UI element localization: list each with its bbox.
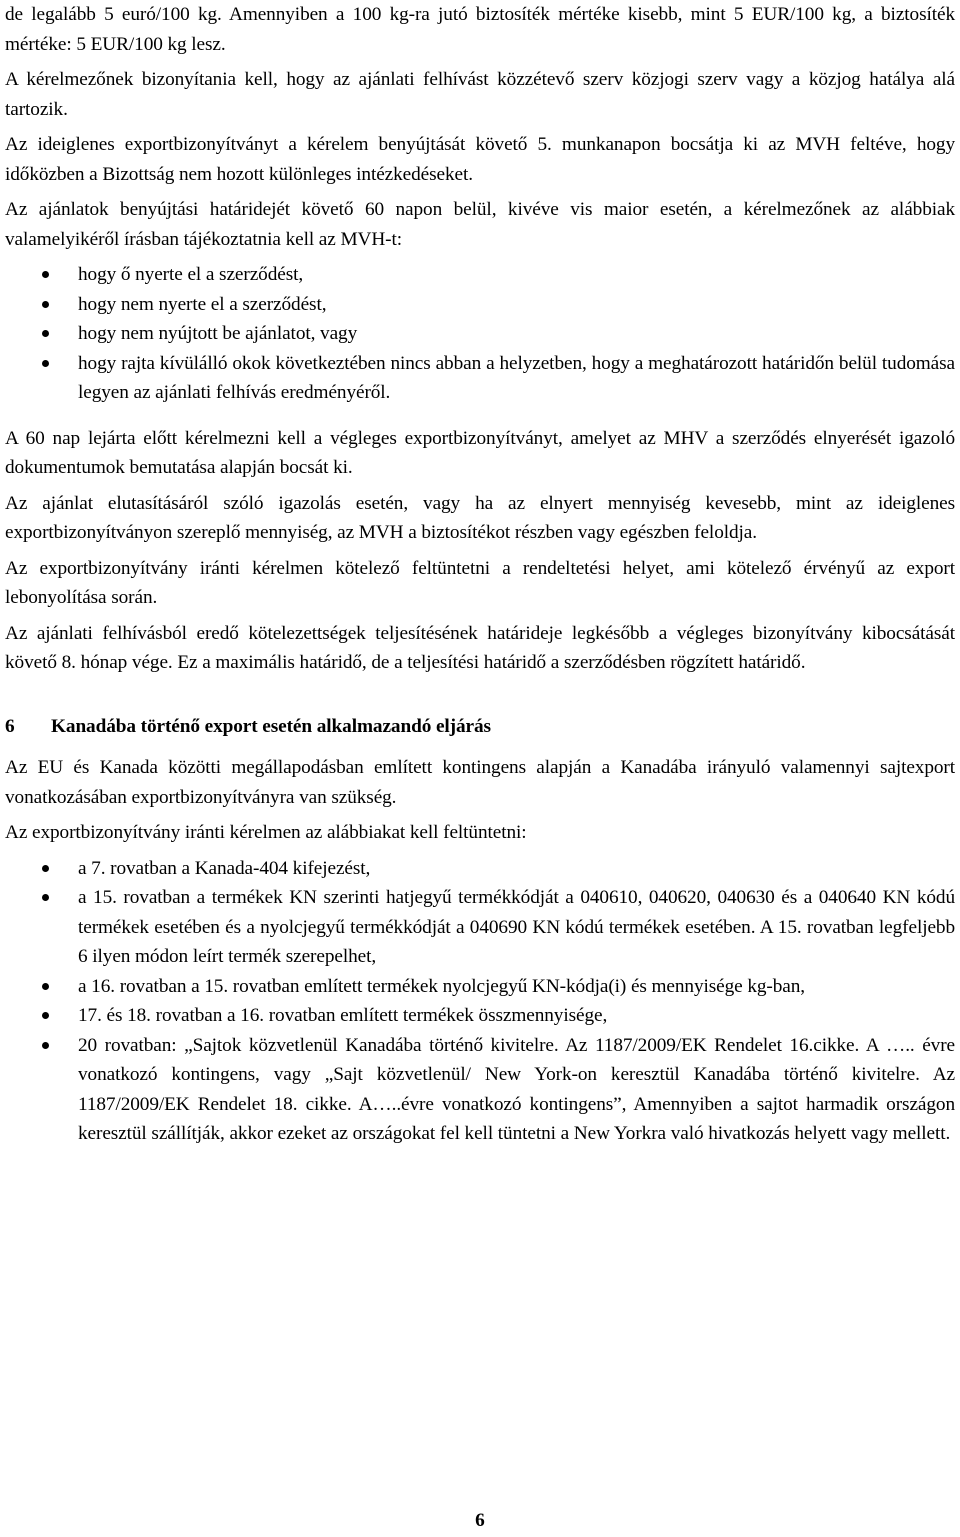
paragraph-guarantee-release: Az ajánlat elutasításáról szóló igazolás esetén, vagy ha az elnyert mennyiség kevesebb, mint az ideiglenes exportbizonyítványon szereplő mennyiség, az MVH a biztosítékot részben vagy egészben feloldja. [5,492,955,543]
list-item: 17. és 18. rovatban a 16. rovatban említett termékek összmennyisége, [5,1001,955,1031]
paragraph-application-fields: Az exportbizonyítvány iránti kérelmen az alábbiakat kell feltüntetni: [5,822,527,843]
paragraph-public-body: A kérelmezőnek bizonyítania kell, hogy az ajánlati felhívást közzétevő szerv közjogi szerv vagy a közjog hatálya alá tartozik. [5,69,955,120]
section-number: 6 [5,715,15,737]
bullet-icon [42,301,49,308]
paragraph-60-day-notice: Az ajánlatok benyújtási határidejét követő 60 napon belül, kivéve vis maior esetén, a kérelmezőnek az alábbiak valamelyikéről írásban tájékoztatnia kell az MVH-t: [5,199,955,250]
list-item: a 7. rovatban a Kanada-404 kifejezést, [5,854,955,884]
bullet-icon [42,894,49,901]
bullet-icon [42,1012,49,1019]
list-item: hogy nem nyerte el a szerződést, [5,290,955,320]
document-body [5,0,955,1155]
list-item: hogy rajta kívülálló okok következtében nincs abban a helyzetben, hogy a meghatározott határidőn belül tudomása legyen az ajánlati felhívás eredményéről. [5,349,955,408]
bullet-icon [42,271,49,278]
paragraph-destination: Az exportbizonyítvány iránti kérelmen kötelező feltüntetni a rendeltetési helyet, ami kötelező érvényű az export lebonyolítása során. [5,557,955,608]
list-item: a 15. rovatban a termékek KN szerinti hatjegyű termékkódját a 040610, 040620, 040630 és a 040640 KN kódú termékek esetében és a nyolcjegyű termékkódját a 040690 KN kódú termékek esetében. A 15. rovatban legfeljebb 6 ilyen módon leírt termék szerepelhet, [5,883,955,972]
list-item: hogy nem nyújtott be ajánlatot, vagy [5,319,955,349]
bullet-icon [42,1042,49,1049]
paragraph-final-certificate: A 60 nap lejárta előtt kérelmezni kell a végleges exportbizonyítványt, amelyet az MHV a szerződés elnyerését igazoló dokumentumok bemutatása alapján bocsát ki. [5,427,955,478]
paragraph-temporary-certificate: Az ideiglenes exportbizonyítványt a kérelem benyújtását követő 5. munkanapon bocsátja ki az MVH feltéve, hogy időközben a Bizottság nem hozott különleges intézkedéseket. [5,134,955,185]
paragraph-deadline: Az ajánlati felhívásból eredő kötelezettségek teljesítésének határideje legkésőbb a végleges bizonyítvány kibocsátását követő 8. hónap vége. Ez a maximális határidő, de a teljesítési határidő a szerződésben rögzített határidő. [5,622,955,673]
list-item: hogy ő nyerte el a szerződést, [5,260,955,290]
notification-options-list [5,260,955,408]
section-heading [5,712,955,742]
bullet-icon [42,983,49,990]
list-item: a 16. rovatban a 15. rovatban említett termékek nyolcjegyű KN-kódja(i) és mennyisége kg-ban, [5,972,955,1002]
application-fields-list [5,854,955,1149]
paragraph-canada-agreement: Az EU és Kanada közötti megállapodásban említett kontingens alapján a Kanadába irányuló valamennyi sajtexport vonatkozásában exportbizonyítványra van szükség. [5,757,955,808]
bullet-icon [42,865,49,872]
section-title: Kanadába történő export esetén alkalmazandó eljárás [51,715,491,737]
page-number: 6 [475,1510,485,1531]
bullet-icon [42,360,49,367]
bullet-icon [42,330,49,337]
paragraph-guarantee-amount: de legalább 5 euró/100 kg. Amennyiben a 100 kg-ra jutó biztosíték mértéke kisebb, mint 5 EUR/100 kg, a biztosíték mértéke: 5 EUR/100 kg lesz. [5,4,955,55]
list-item: 20 rovatban: „Sajtok közvetlenül Kanadába történő kivitelre. Az 1187/2009/EK Rendelet 16.cikke. A ….. évre vonatkozó kontingens, vagy „Sajt közvetlenül/ New York-on keresztül Kanadába történő kivitelre. Az 1187/2009/EK Rendelet 18. cikke. A…..évre vonatkozó kontingens”, Amennyiben a sajtot harmadik országon keresztül szállítják, akkor ezeket az országokat fel kell tüntetni a New Yorkra való hivatkozás helyett vagy mellett. [5,1031,955,1149]
